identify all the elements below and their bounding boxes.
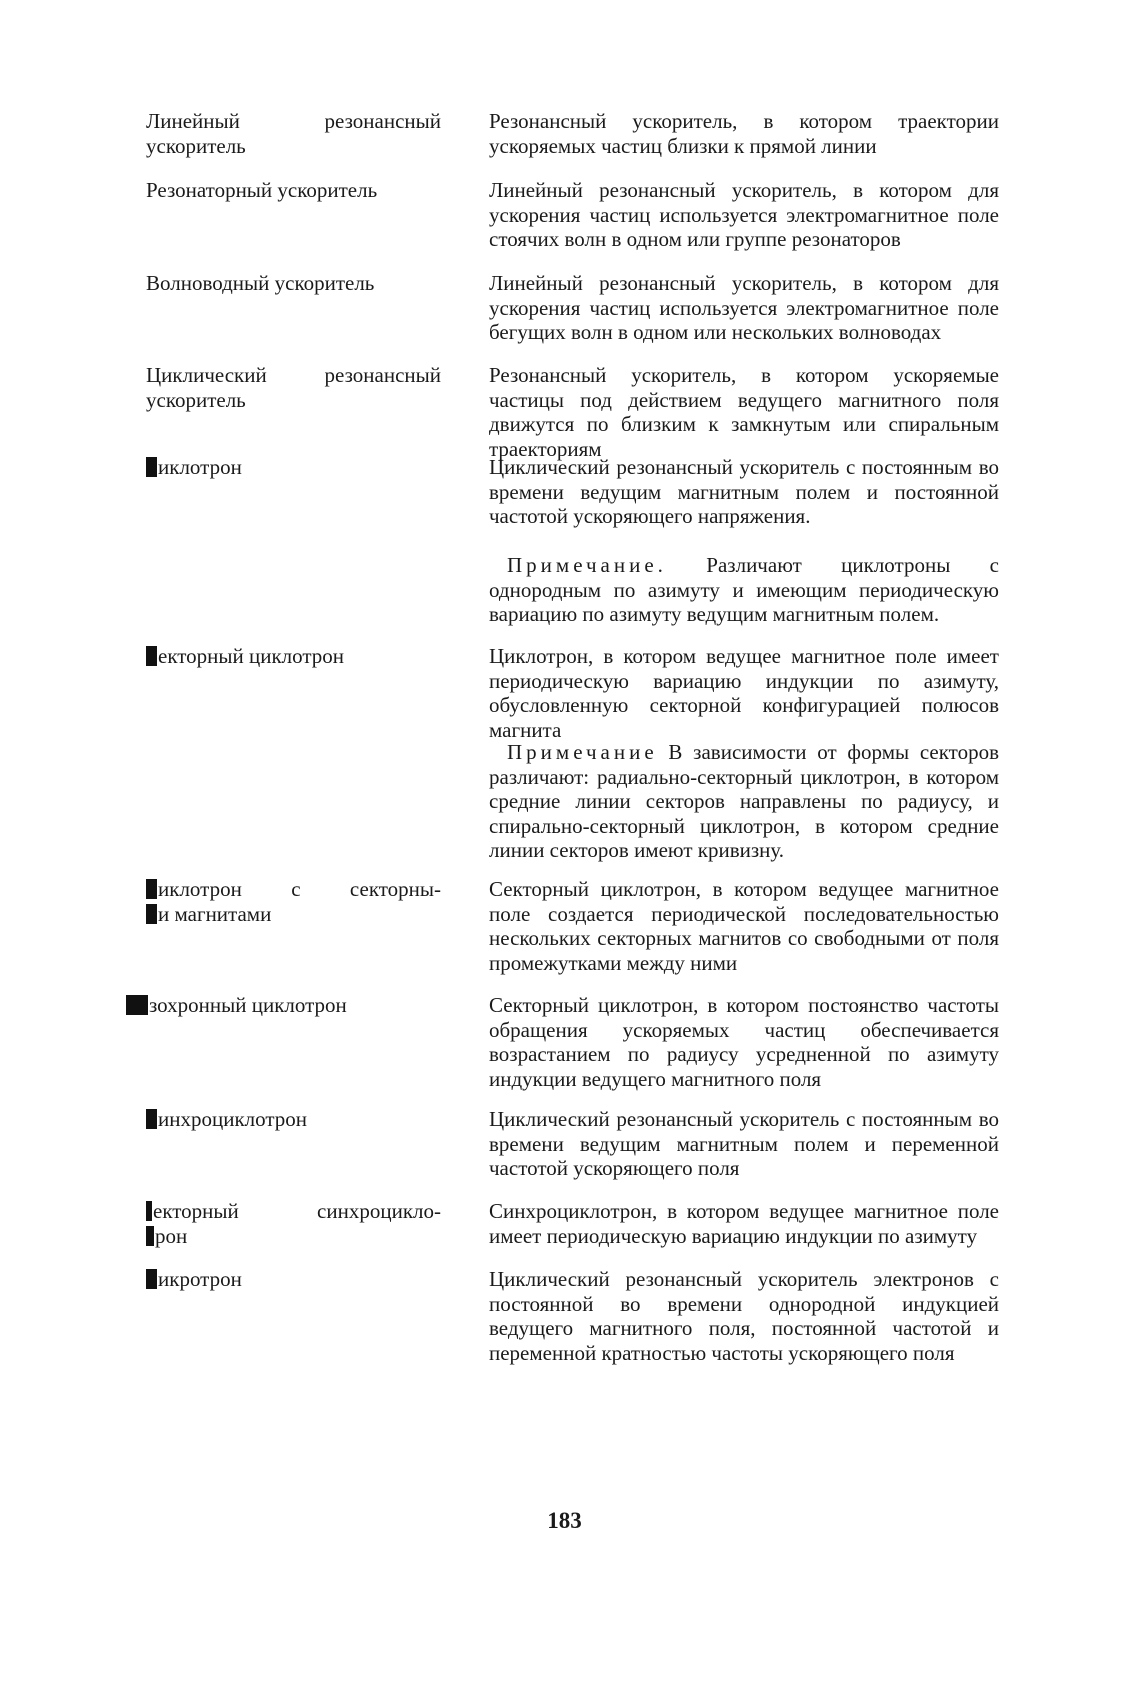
term-cyclotron-text: иклотрон	[158, 455, 242, 479]
term-line-2	[146, 1224, 441, 1249]
term-synchrocyclotron	[146, 1107, 441, 1132]
page-number: 183	[547, 1508, 582, 1533]
term-line-2-text: и магнитами	[158, 901, 272, 926]
term-line-1-text: иклотрон с секторны-	[158, 877, 441, 901]
ink-blot-marker	[146, 879, 157, 899]
term-microtron	[146, 1267, 441, 1292]
term-sector-cyclotron	[146, 644, 441, 669]
term-cyclic-resonant-accelerator: Циклический резонансный ускоритель	[146, 363, 441, 412]
definition-cyclotron: Циклический резонансный ускоритель с постоянным во времени ведущим магнитным полем и постоянной частотой ускоряющего напряжения.	[489, 455, 999, 528]
ink-blot-marker	[146, 904, 157, 924]
ink-blot-marker	[146, 1201, 152, 1221]
term-resonator-accelerator: Резонаторный ускоритель	[146, 178, 378, 202]
note-sector-cyclotron	[489, 740, 999, 863]
ink-blot-marker	[126, 995, 148, 1015]
note-label: Примечание.	[507, 553, 667, 577]
ink-blot-marker	[146, 457, 157, 477]
ink-blot-marker	[146, 1109, 157, 1129]
term-sector-synchrocyclotron	[146, 1199, 441, 1248]
definition-sector-magnet-cyclotron: Секторный циклотрон, в котором ведущее магнитное поле создается периодической последовательностью нескольких секторных магнитов со свободными от поля промежутками между ними	[489, 877, 999, 975]
definition-resonator-accelerator: Линейный резонансный ускоритель, в котором для ускорения частиц используется электромагнитное поле стоячих волн в одном или группе резонаторов	[489, 178, 999, 251]
ink-blot-marker	[146, 1269, 157, 1289]
term-linear-resonant-accelerator: Линейный резонансный ускоритель	[146, 109, 441, 158]
definition-waveguide-accelerator: Линейный резонансный ускоритель, в котором для ускорения частиц используется электромагнитное поле бегущих волн в одном или нескольких волноводах	[489, 271, 999, 344]
term-cyclotron	[146, 455, 441, 480]
note-label: Примечание	[507, 740, 658, 764]
term-sector-magnet-cyclotron	[146, 877, 441, 926]
term-synchrocyclotron-text: инхроциклотрон	[158, 1107, 308, 1131]
definition-sector-synchrocyclotron: Синхроциклотрон, в котором ведущее магнитное поле имеет периодическую вариацию индукции по азимуту	[489, 1199, 999, 1248]
ink-blot-marker	[146, 646, 157, 666]
definition-microtron: Циклический резонансный ускоритель электронов с постоянной во времени однородной индукцией ведущего магнитного поля, постоянной частотой и переменной кратностью частоты ускоряющего поля	[489, 1267, 999, 1365]
definition-isochronous-cyclotron: Секторный циклотрон, в котором постоянство частоты обращения ускоряемых частиц обеспечивается возрастанием по радиусу усредненной по азимуту индукции ведущего магнитного поля	[489, 993, 999, 1091]
note-cyclotron	[489, 553, 999, 627]
term-line-2	[146, 902, 441, 927]
definition-cyclic-resonant-accelerator: Резонансный ускоритель, в котором ускоряемые частицы под действием ведущего магнитного поля движутся по близким к замкнутым или спиральным траекториям	[489, 363, 999, 461]
term-microtron-text: икротрон	[158, 1267, 242, 1291]
term-line-1	[146, 877, 441, 902]
definition-linear-resonant-accelerator: Резонансный ускоритель, в котором траектории ускоряемых частиц близки к прямой линии	[489, 109, 999, 158]
note-text: Различают циклотроны с однородным по азимуту и имеющим периодическую вариацию по азимуту ведущим магнитным полем.	[489, 553, 1000, 626]
term-waveguide-accelerator: Волноводный ускоритель	[146, 271, 375, 295]
term-isochronous-cyclotron-text: зохронный циклотрон	[149, 993, 347, 1017]
definition-sector-cyclotron: Циклотрон, в котором ведущее магнитное поле имеет периодическую вариацию индукции по азимуту, обусловленную секторной конфигурацией полюсов магнита	[489, 644, 999, 742]
ink-blot-marker	[146, 1226, 154, 1246]
term-line-1	[146, 1199, 441, 1224]
term-line-2-text: рон	[155, 1223, 188, 1248]
term-sector-cyclotron-text: екторный циклотрон	[158, 644, 345, 668]
definition-synchrocyclotron: Циклический резонансный ускоритель с постоянным во времени ведущим магнитным полем и переменной частотой ускоряющего поля	[489, 1107, 999, 1180]
term-isochronous-cyclotron	[126, 993, 421, 1018]
term-line-1-text: екторный синхроцикло-	[153, 1199, 441, 1223]
note-text: В зависимости от формы секторов различают: радиально-секторный циклотрон, в котором средние линии секторов направлены по радиусу, и спирально-секторный циклотрон, в котором средние линии секторов имеют кривизну.	[489, 740, 999, 862]
